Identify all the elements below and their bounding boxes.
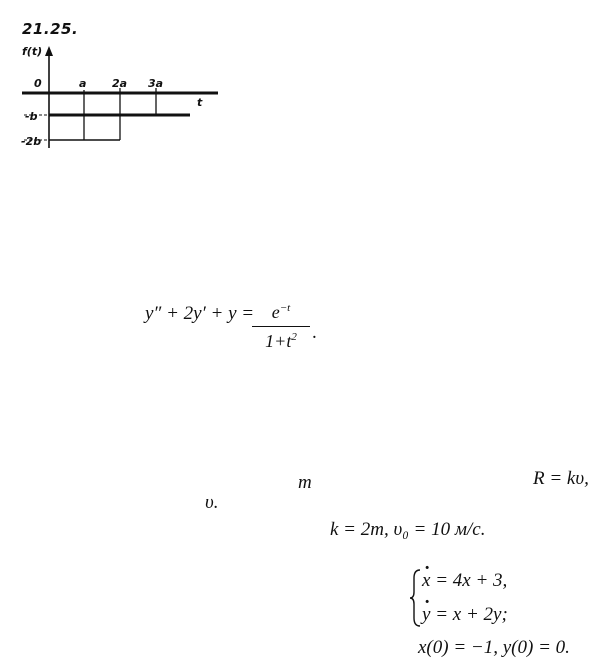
initial-conditions: x(0) = −1, y(0) = 0. xyxy=(418,637,570,658)
x-axis-label: t xyxy=(197,96,203,109)
fraction-bar xyxy=(252,326,310,327)
motion-parameters: k = 2m, υ₀ = 10 м/с. xyxy=(330,519,486,540)
resistance-formula: R = kυ, xyxy=(533,468,589,489)
fraction-denominator: $1+t^2$ xyxy=(265,331,297,351)
fraction-numerator: $e^{-t}$ xyxy=(271,302,291,322)
equation-fraction xyxy=(252,302,310,352)
velocity-symbol: υ. xyxy=(205,492,219,513)
x-tick-a: a xyxy=(79,77,87,90)
equation-lhs: y″ + 2y′ + y = xyxy=(145,303,255,324)
x-tick-3a: 3a xyxy=(148,77,164,90)
system-brace xyxy=(410,568,422,628)
problem-number: 21.25. xyxy=(22,20,79,38)
y-axis-arrow xyxy=(45,46,53,56)
equation-period: . xyxy=(312,322,317,343)
system-equation-2: · y = x + 2y; xyxy=(422,604,508,626)
mass-symbol: m xyxy=(298,472,312,493)
y-axis-label: f(t) xyxy=(22,45,43,58)
system-equation-1: · x = 4x + 3, xyxy=(422,570,507,592)
piecewise-function-graph xyxy=(10,40,230,155)
y-tick-0: 0 xyxy=(34,77,42,90)
x-tick-2a: 2a xyxy=(112,77,128,90)
y-tick-minus-b: -b xyxy=(25,110,38,123)
y-tick-minus-2b: -2b xyxy=(21,135,42,148)
